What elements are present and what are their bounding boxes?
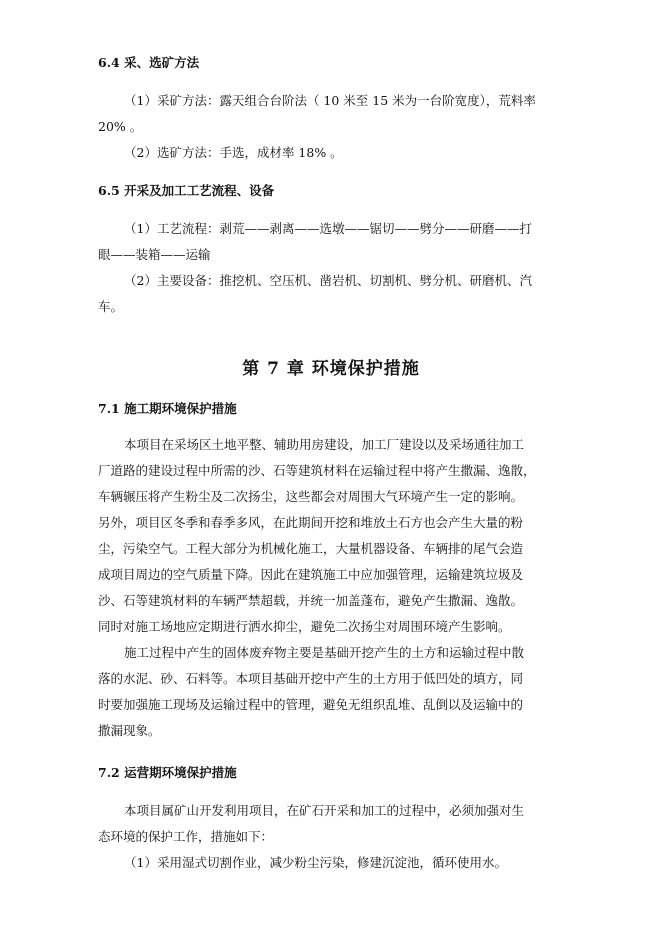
- paragraph-line: 眼——装箱——运输: [98, 247, 211, 262]
- paragraph-line: 厂道路的建设过程中所需的沙、石等建筑材料在运输过程中将产生撒漏、逸散，: [98, 463, 536, 478]
- chapter-title: 第 7 章 环境保护措施: [242, 359, 420, 379]
- paragraph-line: 本项目属矿山开发利用项目，在矿石开采和加工的过程中，必须加强对生: [124, 803, 525, 818]
- paragraph-line: （2）主要设备：推挖机、空压机、凿岩机、切割机、劈分机、研磨机、汽: [124, 273, 532, 288]
- paragraph-line: 沙、石等建筑材料的车辆严禁超载，并统一加盖蓬布，避免产生撒漏、逸散。: [98, 593, 524, 608]
- paragraph-line: （1）工艺流程：剥荒——剥离——选墩——锯切——劈分——研磨——打: [124, 221, 532, 236]
- paragraph-line: 另外，项目区冬季和春季多风，在此期间开挖和堆放土石方也会产生大量的粉: [98, 515, 524, 530]
- paragraph-line: 态环境的保护工作，措施如下：: [98, 829, 274, 844]
- paragraph-line: 撒漏现象。: [98, 723, 161, 738]
- paragraph-line: 车。: [98, 299, 124, 314]
- section-heading-6-4: 6.4 采、选矿方法: [98, 55, 200, 70]
- paragraph-line: （2）选矿方法：手选，成材率 18% 。: [124, 145, 343, 160]
- section-heading-6-5: 6.5 开采及加工工艺流程、设备: [98, 183, 275, 198]
- paragraph-line: 施工过程中产生的固体废弃物主要是基础开挖产生的土方和运输过程中散: [124, 645, 525, 660]
- paragraph-line: 落的水泥、砂、石料等。本项目基础开挖中产生的土方用于低凹处的填方，同: [98, 671, 524, 686]
- paragraph-line: 时要加强施工现场及运输过程中的管理，避免无组织乱堆、乱倒以及运输中的: [98, 697, 524, 712]
- paragraph-line: 本项目在采场区土地平整、辅助用房建设，加工厂建设以及采场通往加工: [124, 437, 525, 452]
- paragraph-line: （1）采用湿式切割作业，减少粉尘污染，修建沉淀池，循环使用水。: [124, 855, 507, 870]
- paragraph-line: 同时对施工场地应定期进行洒水抑尘，避免二次扬尘对周围环境产生影响。: [98, 619, 511, 634]
- paragraph-line: 20% 。: [98, 119, 143, 134]
- paragraph-line: 尘，污染空气。工程大部分为机械化施工，大量机器设备、车辆排的尾气会造: [98, 541, 524, 556]
- paragraph-line: （1）采矿方法：露天组合台阶法（ 10 米至 15 米为一台阶宽度），荒料率: [124, 93, 536, 108]
- paragraph-line: 车辆辗压将产生粉尘及二次扬尘，这些都会对周围大气环境产生一定的影响。: [98, 489, 524, 504]
- section-heading-7-2: 7.2 运营期环境保护措施: [98, 765, 237, 780]
- section-heading-7-1: 7.1 施工期环境保护措施: [98, 401, 237, 416]
- paragraph-line: 成项目周边的空气质量下降。因此在建筑施工中应加强管理，运输建筑垃圾及: [98, 567, 524, 582]
